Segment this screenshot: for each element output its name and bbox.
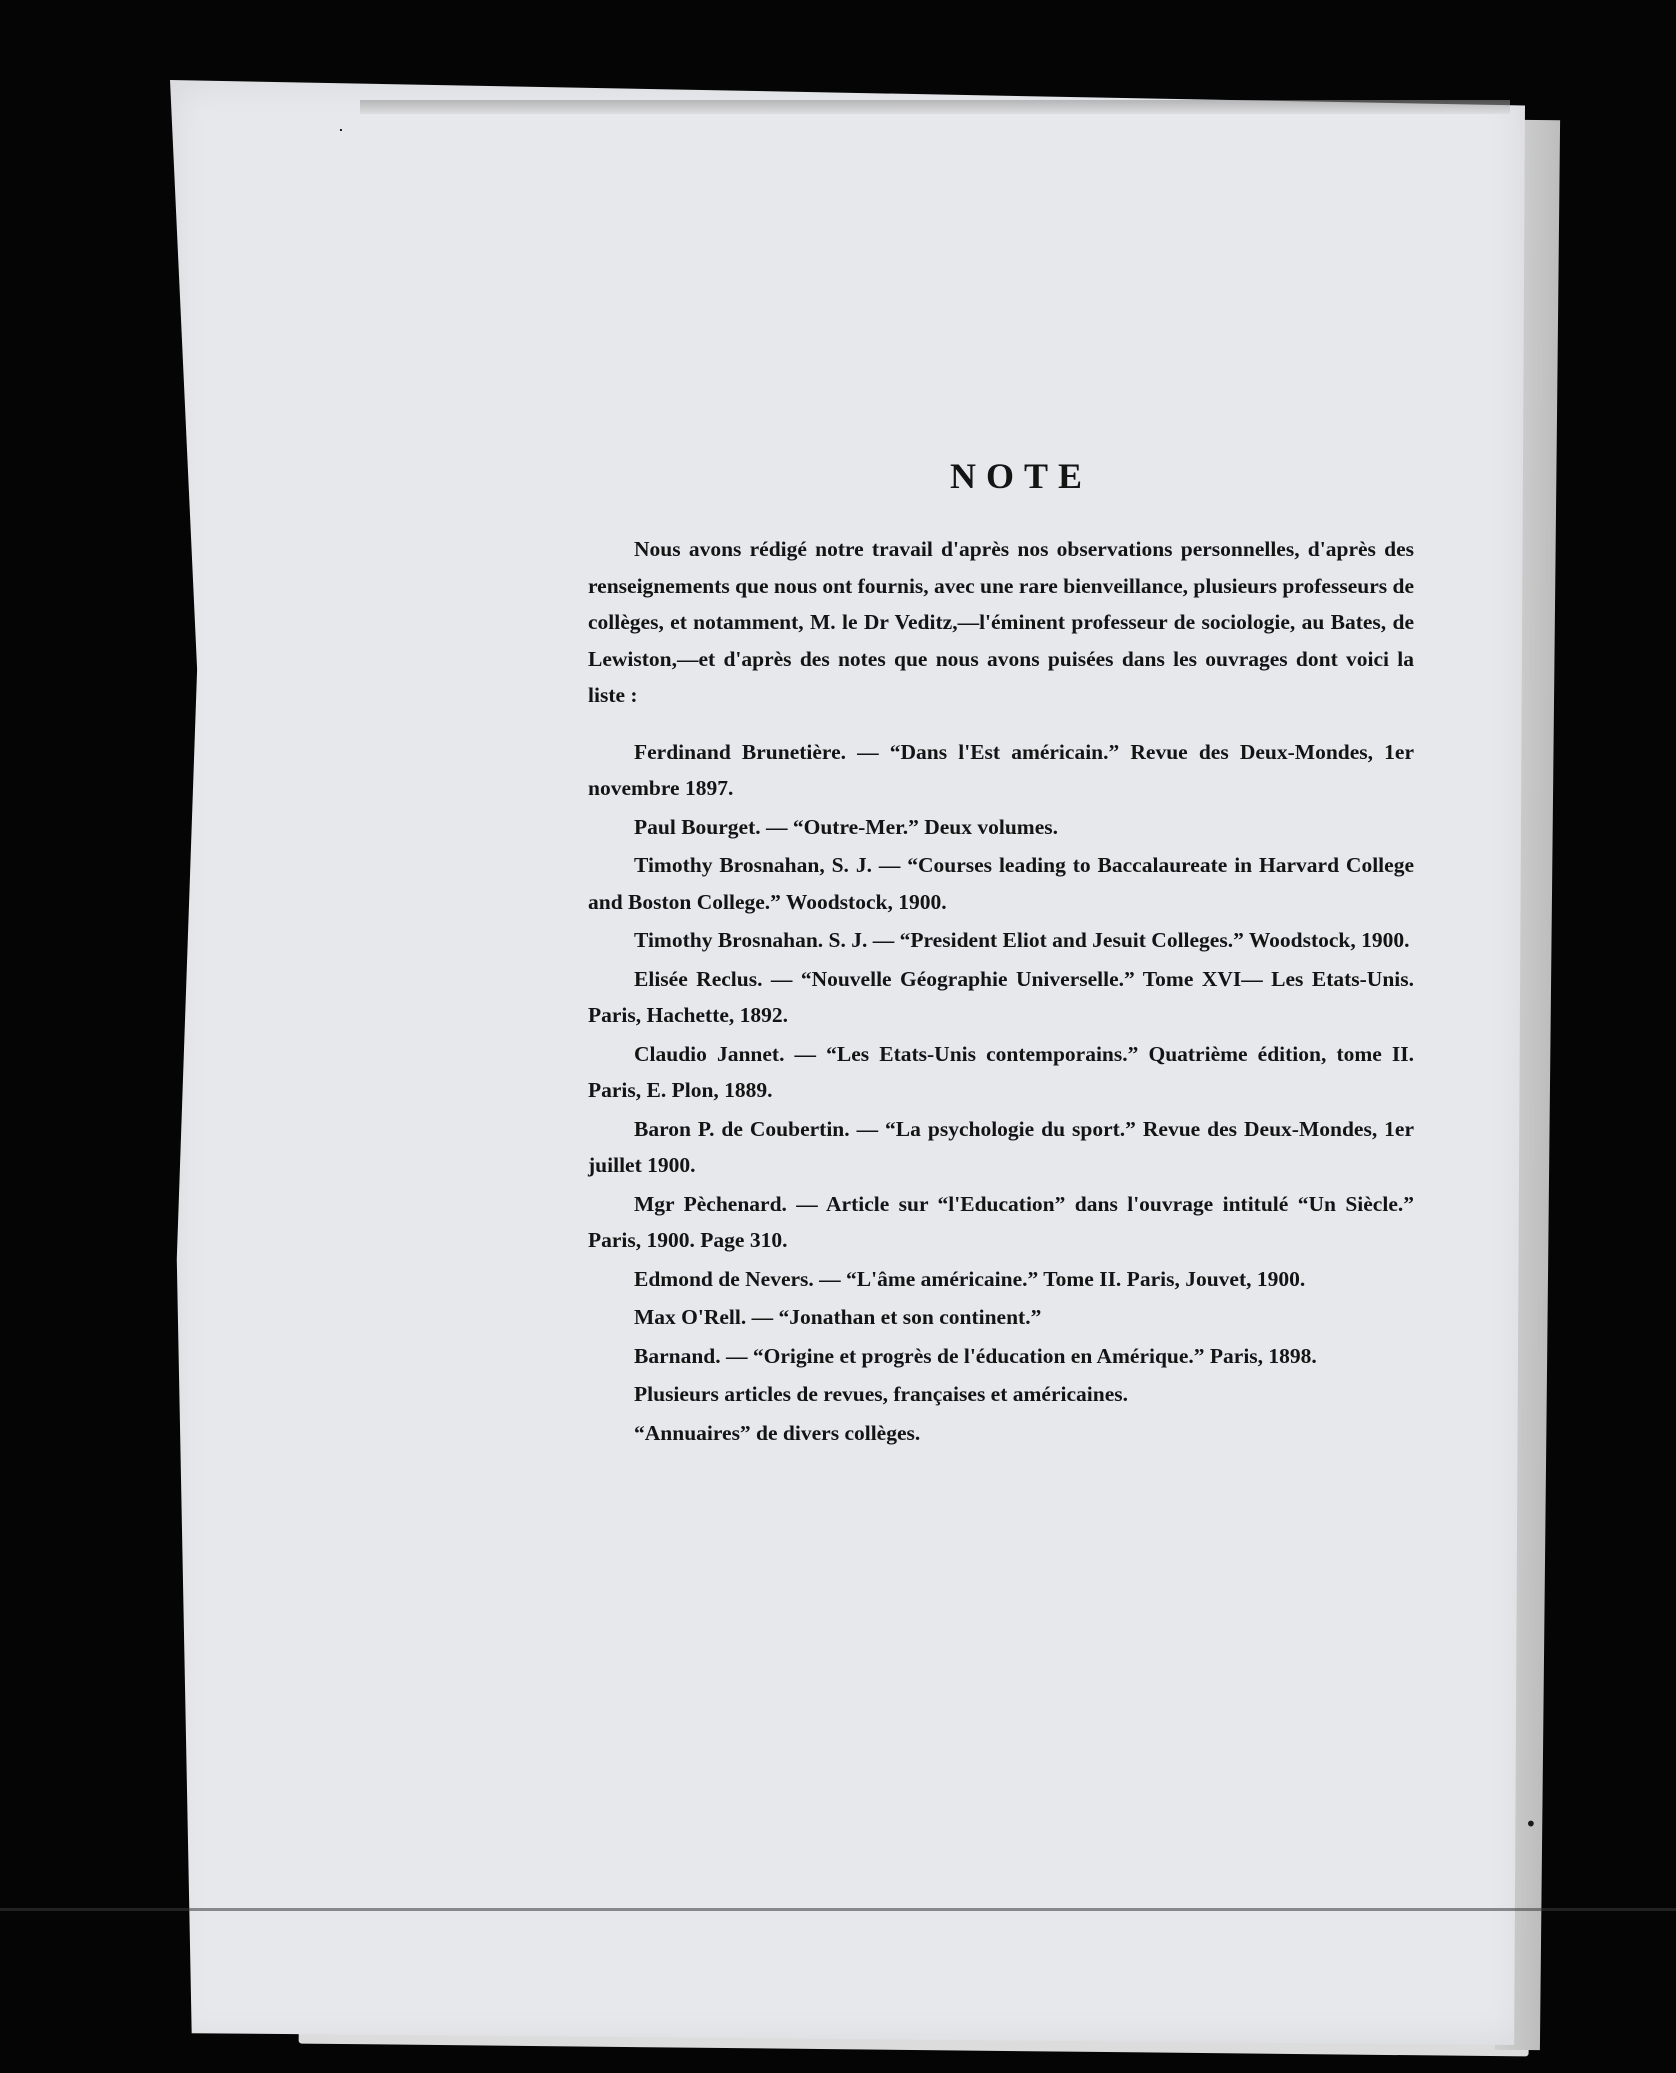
reference-item: Edmond de Nevers. — “L'âme américaine.” Tome II. Paris, Jouvet, 1900.: [634, 1266, 1306, 1291]
page-content: [588, 455, 1414, 1453]
scan-artifact-line: [0, 1908, 1676, 1911]
page-title: NOTE: [949, 456, 1093, 496]
reference-item: Timothy Brosnahan, S. J. — “Courses leading to Baccalaureate in Harvard College and Boston College.” Woodstock, 1900.: [588, 853, 1414, 914]
reference-list: [588, 734, 1414, 1452]
reference-item: Baron P. de Coubertin. — “La psychologie du sport.” Revue des Deux-Mondes, 1er juillet 1900.: [588, 1116, 1414, 1177]
page-top-edge: [360, 100, 1510, 114]
scan-speck: ᐧ: [338, 118, 344, 142]
reference-item: Barnand. — “Origine et progrès de l'éducation en Amérique.” Paris, 1898.: [634, 1343, 1317, 1368]
reference-item: Mgr Pèchenard. — Article sur “l'Education” dans l'ouvrage intitulé “Un Siècle.” Paris, 1900. Page 310.: [588, 1191, 1414, 1252]
reference-item: Claudio Jannet. — “Les Etats-Unis contemporains.” Quatrième édition, tome II. Paris, E. Plon, 1889.: [588, 1041, 1414, 1102]
reference-item: Max O'Rell. — “Jonathan et son continent.”: [634, 1305, 1042, 1329]
reference-item: Ferdinand Brunetière. — “Dans l'Est américain.” Revue des Deux-Mondes, 1er novembre 1897.: [588, 739, 1414, 800]
reference-item: Elisée Reclus. — “Nouvelle Géographie Universelle.” Tome XVI— Les Etats-Unis. Paris, Hachette, 1892.: [588, 966, 1414, 1027]
intro-paragraph: Nous avons rédigé notre travail d'après nos observations personnelles, d'après des renseignements que nous ont fournis, avec une rare bienveillance, plusieurs professeurs de collèges, et notamment, M. le Dr Veditz,—l'éminent professeur de sociologie, au Bates, de Lewiston,—et d'après des notes que nous avons puisées dans les ouvrages dont voici la liste :: [588, 537, 1414, 707]
reference-item: Timothy Brosnahan. S. J. — “President Eliot and Jesuit Colleges.” Woodstock, 1900.: [634, 928, 1410, 952]
reference-item: Plusieurs articles de revues, françaises et américaines.: [634, 1382, 1128, 1406]
scan-speck: •: [1525, 1812, 1537, 1836]
reference-item: “Annuaires” de divers collèges.: [634, 1420, 921, 1445]
reference-item: Paul Bourget. — “Outre-Mer.” Deux volumes.: [634, 814, 1058, 839]
